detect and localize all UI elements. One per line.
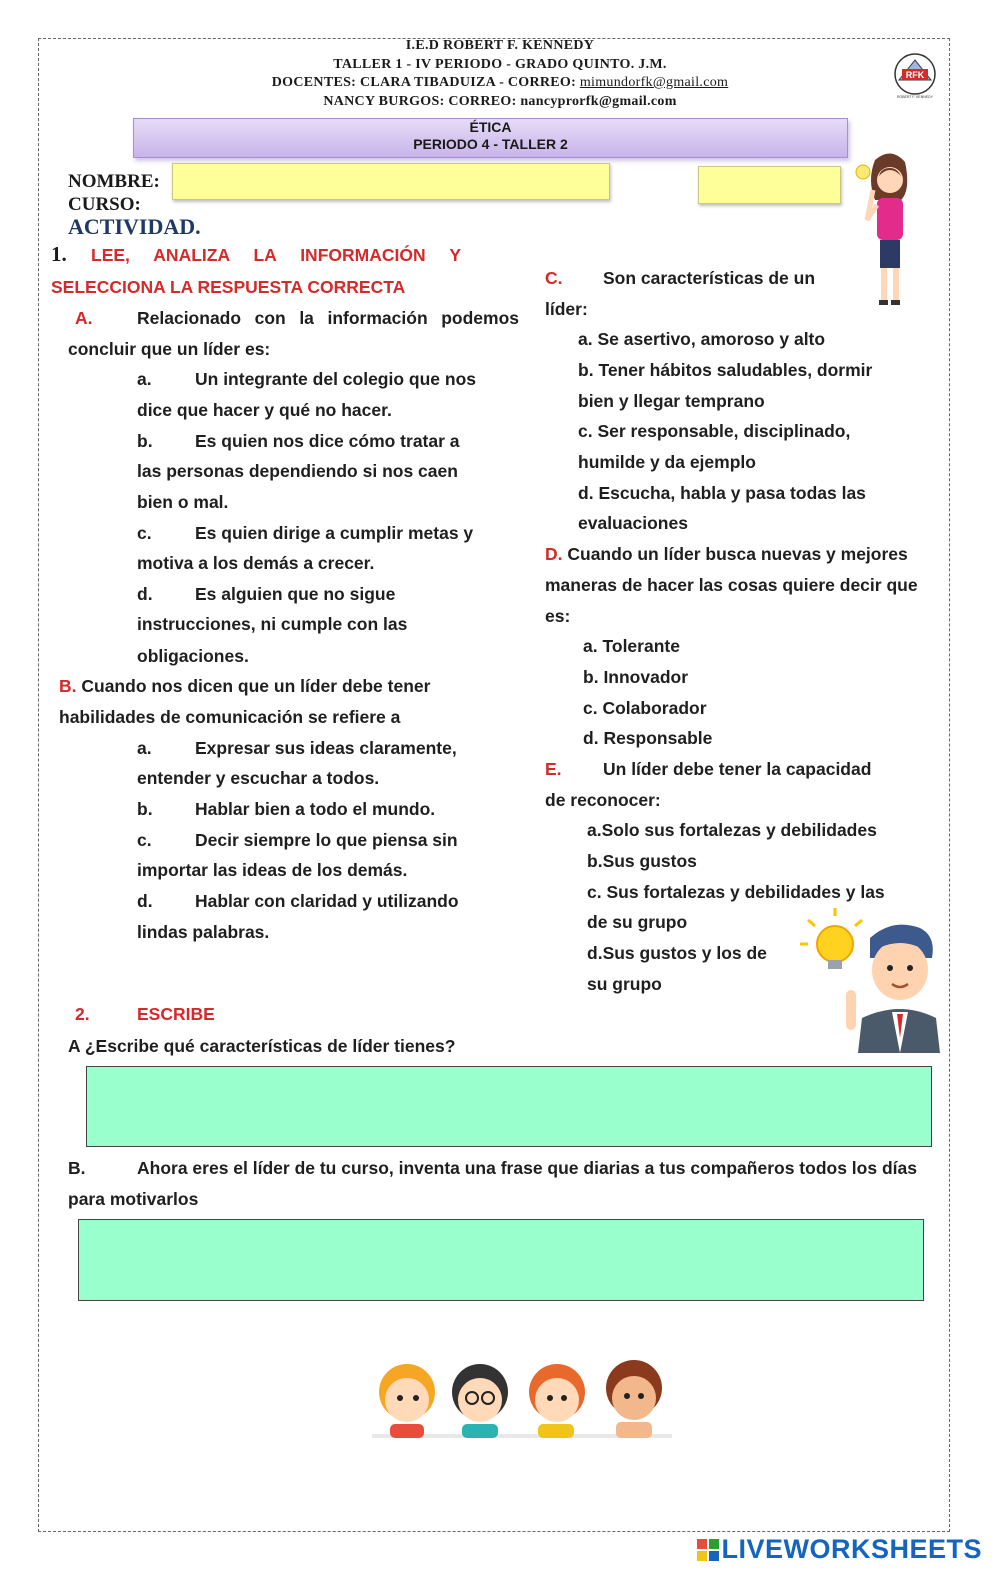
question-e-letter: E. (545, 759, 562, 779)
question-b-letter: B. (59, 676, 77, 696)
option-c-a[interactable]: a. Se asertivo, amoroso y alto (578, 329, 826, 349)
option-c-c-line2[interactable]: humilde y da ejemplo (578, 452, 756, 472)
name-input[interactable] (172, 163, 610, 200)
option-e-a[interactable]: a.Solo sus fortalezas y debilidades (587, 820, 877, 840)
option-a-b-line1[interactable]: Es quien nos dice cómo tratar a (195, 431, 460, 451)
question-d-line1: D. Cuando un líder busca nuevas y mejores (545, 544, 908, 564)
question-d-letter: D. (545, 544, 563, 564)
school-logo (893, 52, 937, 100)
workshop-title: TALLER 1 - IV PERIODO - GRADO QUINTO. J.M. (333, 57, 667, 72)
q2-a-prompt: A ¿Escribe qué características de líder tienes? (68, 1036, 456, 1056)
course-label: CURSO: (68, 194, 141, 215)
q1-number: 1. (51, 242, 67, 266)
option-b-b-line1[interactable]: Hablar bien a todo el mundo. (195, 799, 436, 819)
option-c-d[interactable]: d. Escucha, habla y pasa todas las (578, 483, 866, 503)
children-illustration (372, 1352, 672, 1442)
option-c-b-line2[interactable]: bien y llegar temprano (578, 391, 765, 411)
q1-instruction-line2: SELECCIONA LA RESPUESTA CORRECTA (51, 277, 406, 297)
option-b-c[interactable]: c. (137, 830, 152, 850)
option-d-c[interactable]: c. Colaborador (583, 698, 707, 718)
teacher2-line: NANCY BURGOS: CORREO: nancyprorfk@gmail.com (323, 94, 677, 109)
teacher-illustration (853, 150, 913, 315)
option-d-b[interactable]: b. Innovador (583, 667, 689, 687)
school-name: I.E.D ROBERT F. KENNEDY (405, 38, 595, 53)
option-a-c-line2[interactable]: motiva a los demás a crecer. (137, 553, 375, 573)
question-c-line2: líder: (545, 299, 588, 319)
option-a-a-line1[interactable]: Un integrante del colegio que nos (195, 369, 476, 389)
option-a-b-line2[interactable]: las personas dependiendo si nos caen (137, 461, 458, 481)
option-c-b[interactable]: b. Tener hábitos saludables, dormir (578, 360, 873, 380)
option-d-d[interactable]: d. Responsable (583, 728, 713, 748)
teachers-line: DOCENTES: CLARA TIBADUIZA - CORREO: mimundorfk@gmail.com (271, 75, 729, 90)
question-a (75, 303, 93, 334)
option-b-a[interactable]: a. (137, 738, 152, 758)
option-b-d-line2[interactable]: lindas palabras. (137, 922, 270, 942)
name-label: NOMBRE: (68, 171, 160, 192)
option-e-d-line2[interactable]: su grupo (587, 974, 662, 994)
question-c-line1: Son características de un (603, 268, 816, 288)
option-b-c-line1[interactable]: Decir siempre lo que piensa sin (195, 830, 458, 850)
liveworksheets-icon (697, 1537, 719, 1559)
question-a-line1: Relacionado con la información podemos (137, 308, 519, 328)
option-a-b-line3[interactable]: bien o mal. (137, 492, 229, 512)
option-b-a-line1[interactable]: Expresar sus ideas claramente, (195, 738, 457, 758)
option-e-d[interactable]: d.Sus gustos y los de (587, 943, 767, 963)
q2-a-answer-box[interactable] (86, 1066, 932, 1147)
option-a-a-line2[interactable]: dice que hacer y qué no hacer. (137, 400, 392, 420)
q2-b-letter: B. (68, 1158, 86, 1178)
option-a-c[interactable]: c. (137, 523, 152, 543)
option-c-c[interactable]: c. Ser responsable, disciplinado, (578, 421, 851, 441)
course-input[interactable] (698, 166, 841, 204)
teacher-email-link[interactable]: mimundorfk@gmail.com (579, 75, 729, 90)
subject-title: ÉTICA (469, 119, 512, 135)
svg-text:ROBERT F. KENNEDY: ROBERT F. KENNEDY (896, 95, 934, 99)
q2-b-line1: Ahora eres el líder de tu curso, inventa una frase que diarias a tus compañeros todos los días (137, 1158, 917, 1178)
question-d-line2: maneras de hacer las cosas quiere decir que (545, 575, 918, 595)
q1-instruction-line1: LEE, ANALIZA LA INFORMACIÓN Y (91, 245, 461, 265)
option-b-c-line2[interactable]: importar las ideas de los demás. (137, 860, 408, 880)
option-a-b[interactable]: b. (137, 431, 153, 451)
activity-heading: ACTIVIDAD. (68, 214, 201, 239)
option-a-d-line1[interactable]: Es alguien que no sigue (195, 584, 396, 604)
question-e-line2: de reconocer: (545, 790, 661, 810)
option-c-d-line2[interactable]: evaluaciones (578, 513, 688, 533)
option-a-a[interactable]: a. (137, 369, 152, 389)
svg-text:RFK: RFK (905, 70, 925, 80)
option-b-d-line1[interactable]: Hablar con claridad y utilizando (195, 891, 459, 911)
question-e (545, 754, 562, 785)
question-a-line2: concluir que un líder es: (68, 339, 271, 359)
option-b-a-line2[interactable]: entender y escuchar a todos. (137, 768, 380, 788)
q2-title: ESCRIBE (137, 1004, 215, 1024)
option-e-c-line2[interactable]: de su grupo (587, 912, 688, 932)
subject-banner (133, 118, 848, 158)
option-a-c-line1[interactable]: Es quien dirige a cumplir metas y (195, 523, 474, 543)
question-d-line3: es: (545, 606, 571, 626)
option-a-d-line3[interactable]: obligaciones. (137, 646, 249, 666)
leader-illustration (800, 908, 940, 1053)
period-title: PERIODO 4 - TALLER 2 (413, 136, 568, 152)
question-b-line1: B. Cuando nos dicen que un líder debe tener (59, 676, 431, 696)
question-c-letter: C. (545, 268, 563, 288)
question-b-line2: habilidades de comunicación se refiere a (59, 707, 401, 727)
option-d-a[interactable]: a. Tolerante (583, 636, 680, 656)
option-b-d[interactable]: d. (137, 891, 153, 911)
option-a-d-line2[interactable]: instrucciones, ni cumple con las (137, 614, 408, 634)
option-e-c[interactable]: c. Sus fortalezas y debilidades y las (587, 882, 885, 902)
option-b-b[interactable]: b. (137, 799, 153, 819)
liveworksheets-logo[interactable]: LIVEWORKSHEETS (697, 1534, 982, 1565)
question-e-line1: Un líder debe tener la capacidad (603, 759, 872, 779)
question-c (545, 263, 563, 294)
q2-b-answer-box[interactable] (78, 1219, 924, 1301)
option-a-d[interactable]: d. (137, 584, 153, 604)
q2-number: 2. (75, 1004, 90, 1024)
q2-b-line2: para motivarlos (68, 1189, 199, 1209)
question-a-letter: A. (75, 308, 93, 328)
option-e-b[interactable]: b.Sus gustos (587, 851, 697, 871)
